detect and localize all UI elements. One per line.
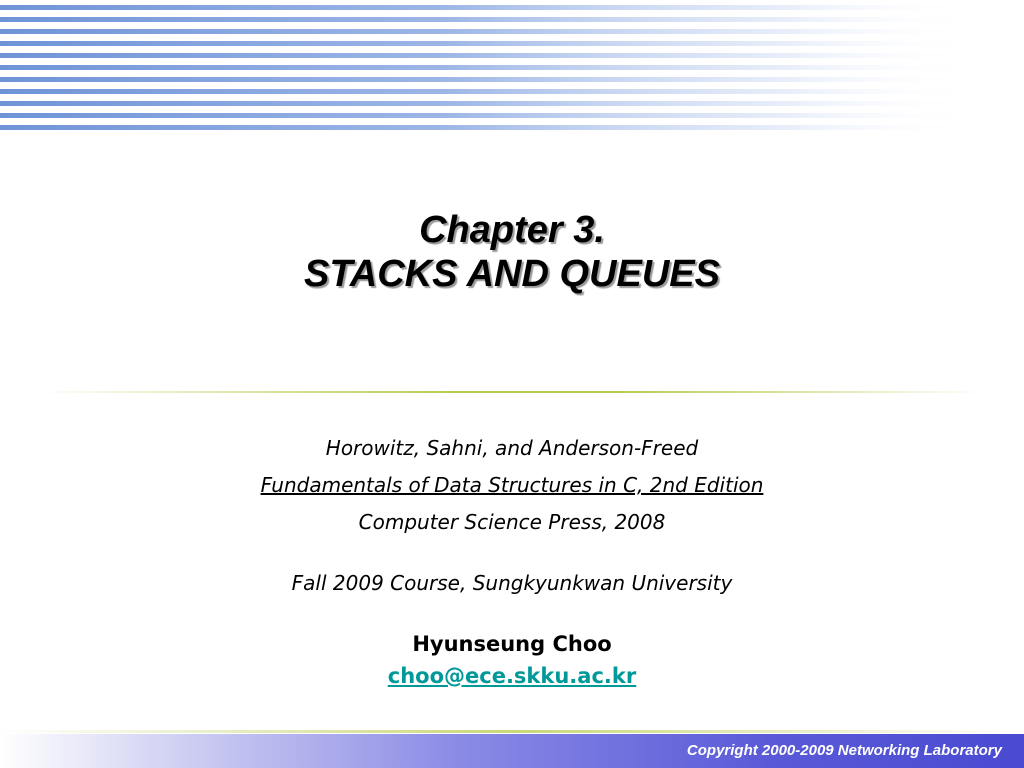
top-stripe — [0, 113, 980, 118]
top-stripe — [0, 41, 980, 46]
top-stripe — [0, 17, 980, 22]
book-authors: Horowitz, Sahni, and Anderson-Freed — [325, 436, 699, 460]
top-stripe — [0, 77, 980, 82]
reference-info — [0, 430, 1024, 602]
slide-title — [0, 208, 1024, 296]
book-title: Fundamentals of Data Structures in C, 2nd Edition — [260, 473, 764, 497]
footer-bar — [0, 734, 1024, 768]
title-divider — [40, 391, 984, 393]
top-stripe — [0, 125, 980, 130]
course-info: Fall 2009 Course, Sungkyunkwan University — [291, 571, 733, 595]
book-publisher: Computer Science Press, 2008 — [358, 510, 666, 534]
footer-copyright: Copyright 2000-2009 Networking Laboratory — [686, 742, 1002, 759]
presenter-email-link[interactable]: choo@ece.skku.ac.kr — [387, 664, 637, 688]
top-stripe — [0, 5, 980, 10]
top-stripe — [0, 65, 980, 70]
title-chapter: Chapter 3. — [419, 209, 605, 251]
footer-divider — [0, 730, 1024, 733]
title-topic: STACKS AND QUEUES — [304, 253, 720, 295]
top-stripes-decoration — [0, 0, 1024, 140]
top-stripe — [0, 29, 980, 34]
presenter-name: Hyunseung Choo — [412, 632, 612, 656]
top-stripe — [0, 101, 980, 106]
presenter-email-container — [0, 662, 1024, 690]
top-stripe — [0, 53, 980, 58]
top-stripe — [0, 89, 980, 94]
